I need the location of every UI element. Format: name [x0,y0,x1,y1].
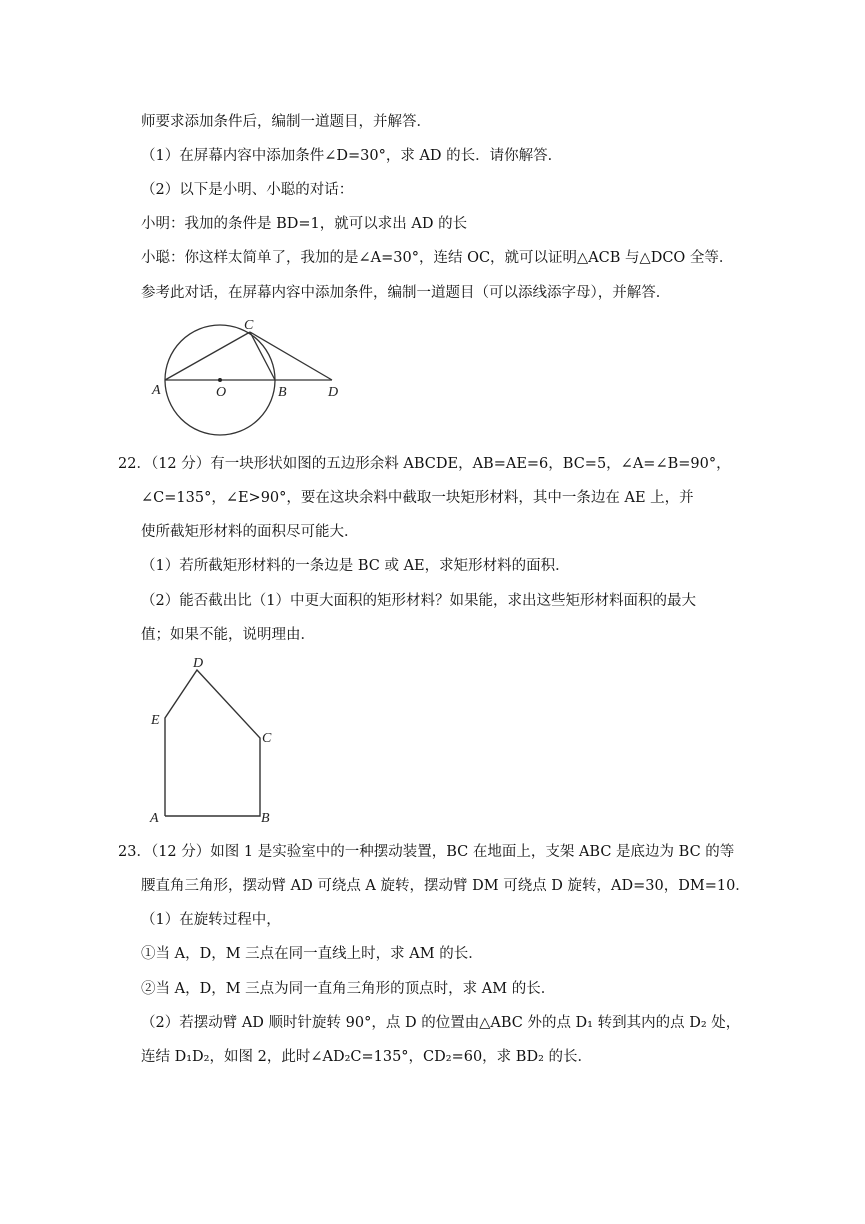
label-a: A [150,811,159,826]
q22-part2-line1: （2）能否截出比（1）中更大面积的矩形材料？如果能，求出这些矩形材料面积的最大 [141,593,696,609]
q21-part2: （2）以下是小明、小聪的对话： [141,182,354,198]
label-d: D [193,656,204,671]
q22-pentagon-figure [140,650,290,830]
q21-instruction: 参考此对话，在屏幕内容中添加条件，编制一道题目（可以添线添字母），并解答． [141,285,671,301]
q22-line3: 使所截矩形材料的面积尽可能大． [141,524,359,540]
q22-line1: 22．（12 分）有一块形状如图的五边形余料 ABCDE，AB=AE=6，BC=5，∠A=∠B=90°， [118,456,731,472]
label-c: C [262,731,272,746]
q22-part2-line2: 值；如果不能，说明理由． [141,627,315,643]
label-b: B [261,811,270,826]
q21-intro: 师要求添加条件后，编制一道题目，并解答． [141,114,431,130]
label-d: D [328,385,339,400]
pentagon-abcde [165,670,260,816]
q21-xiaoming: 小明：我加的条件是 BD=1，就可以求出 AD 的长 [141,216,468,232]
q21-xiaocong: 小聪：你这样太简单了，我加的是∠A=30°，连结 OC，就可以证明△ACB 与△DCO 全等． [141,250,734,266]
q23-part2-line1: （2）若摆动臂 AD 顺时针旋转 90°，点 D 的位置由△ABC 外的点 D₁ 转到其内的点 D₂ 处， [141,1015,741,1031]
q21-part1: （1）在屏幕内容中添加条件∠D=30°，求 AD 的长．请你解答． [141,148,563,164]
q23-line1: 23．（12 分）如图 1 是实验室中的一种摆动装置，BC 在地面上，支架 ABC 是底边为 BC 的等 [118,844,735,860]
label-c: C [244,318,254,333]
q23-sub1: ①当 A，D，M 三点在同一直线上时，求 AM 的长． [141,946,483,962]
q22-part1: （1）若所截矩形材料的一条边是 BC 或 AE，求矩形材料的面积． [141,558,570,574]
center-dot [218,378,222,382]
q22-line2: ∠C=135°，∠E>90°，要在这块余料中截取一块矩形材料，其中一条边在 AE 上，并 [141,490,694,506]
q23-sub2: ②当 A，D，M 三点为同一直角三角形的顶点时，求 AM 的长． [141,981,556,997]
q23-line2: 腰直角三角形，摆动臂 AD 可绕点 A 旋转，摆动臂 DM 可绕点 D 旋转，AD=30，DM=10． [141,878,750,894]
q23-part1: （1）在旋转过程中， [141,912,281,928]
label-b: B [278,385,287,400]
q23-part2-line2: 连结 D₁D₂，如图 2，此时∠AD₂C=135°，CD₂=60，求 BD₂ 的长． [141,1049,592,1065]
label-a: A [152,383,161,398]
line-ac [165,332,250,380]
q21-circle-figure [140,310,360,440]
label-o: O [216,385,227,400]
label-e: E [151,713,160,728]
